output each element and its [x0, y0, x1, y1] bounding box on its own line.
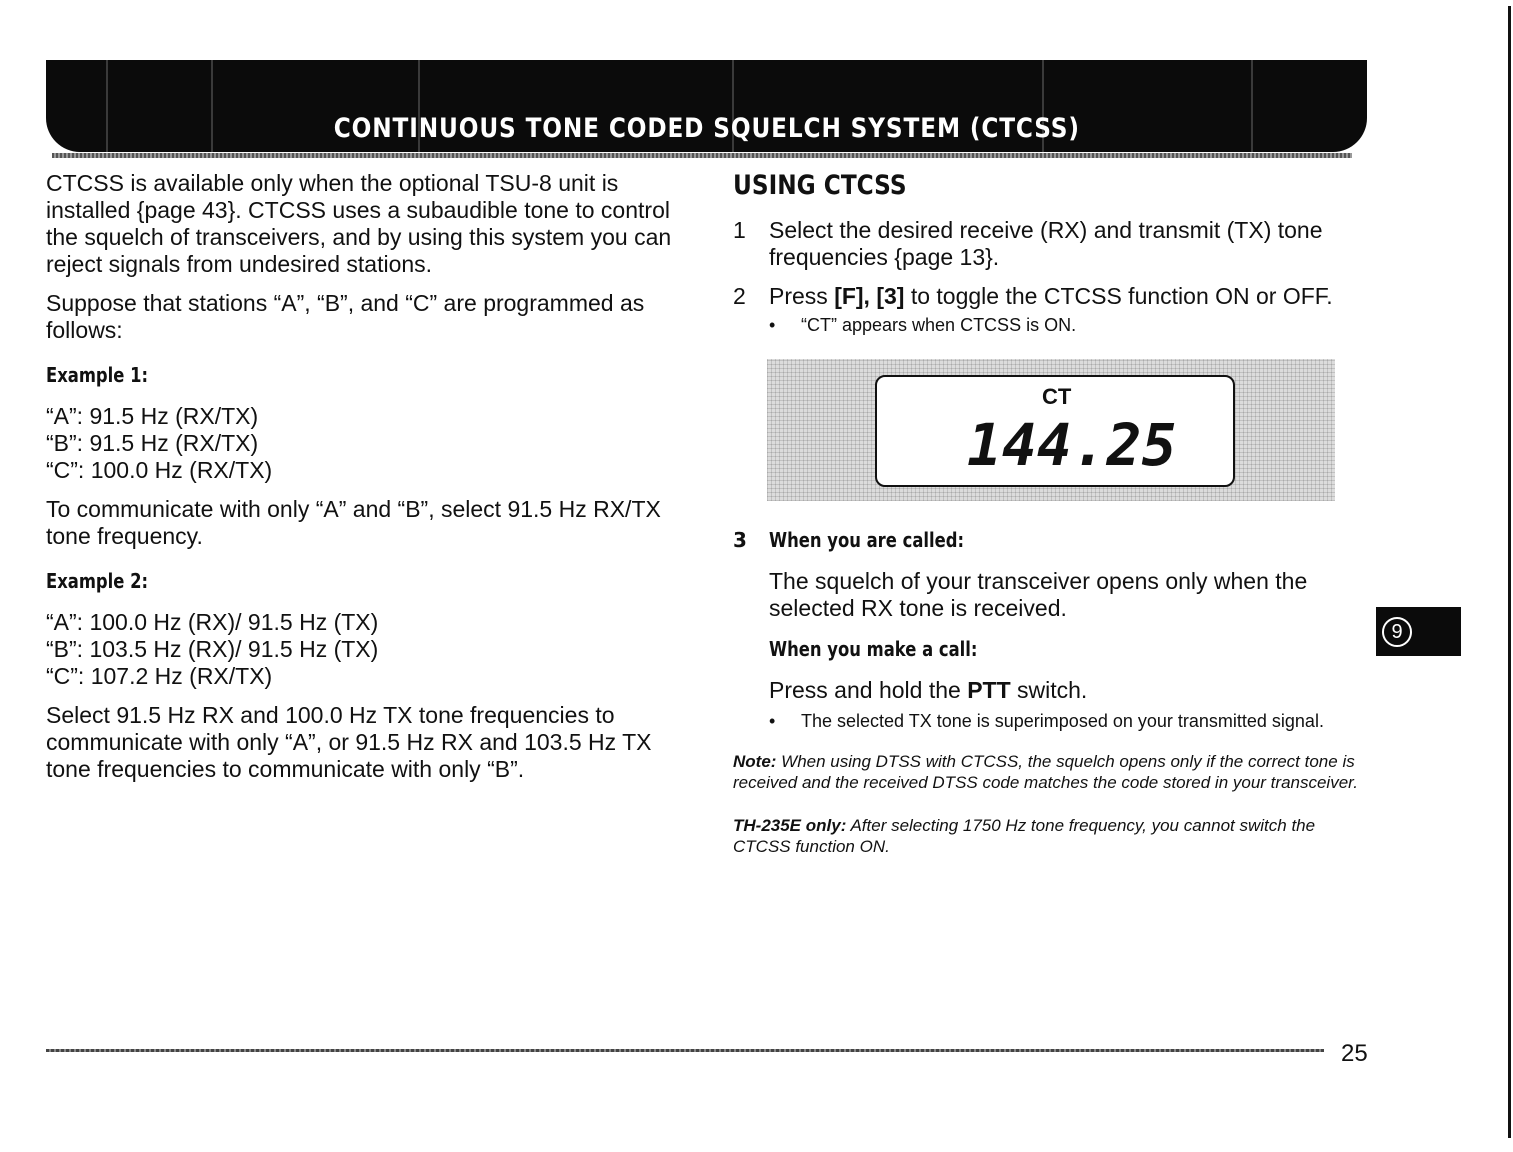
key-f-3: [F], [3]	[834, 283, 905, 309]
banner-underline	[52, 153, 1352, 158]
example2-heading: Example 2:	[46, 569, 149, 593]
note2-label: TH-235E only:	[733, 816, 847, 835]
left-column	[46, 170, 686, 795]
chapter-tab	[1376, 607, 1461, 656]
step-text: Select the desired receive (RX) and transmit (TX) tone frequencies {page 13}.	[769, 217, 1323, 270]
example1-line: “A”: 91.5 Hz (RX/TX)	[46, 403, 259, 429]
note2-text: After selecting 1750 Hz tone frequency, you cannot switch the CTCSS function ON.	[733, 816, 1316, 856]
lcd-illustration	[767, 359, 1335, 501]
page-edge-line	[1508, 6, 1511, 1138]
example2-line: “B”: 103.5 Hz (RX)/ 91.5 Hz (TX)	[46, 636, 379, 662]
bullet-text: “CT” appears when CTCSS is ON.	[801, 315, 1077, 335]
note	[733, 751, 1373, 793]
example2-line: “A”: 100.0 Hz (RX)/ 91.5 Hz (TX)	[46, 609, 379, 635]
step-number: 1	[733, 217, 746, 243]
step-number: 2	[733, 283, 746, 309]
step2-post: to toggle the CTCSS function ON or OFF.	[904, 283, 1333, 309]
lcd-digits: 144.25	[967, 411, 1177, 479]
step2-pre: Press	[769, 283, 835, 309]
bullet-icon: •	[769, 711, 776, 731]
footer-rule	[46, 1049, 1324, 1052]
example2-list	[46, 609, 686, 690]
right-column	[733, 170, 1373, 857]
lcd-screen	[875, 375, 1235, 487]
banner-divider	[211, 60, 213, 152]
ptt-key: PTT	[967, 677, 1011, 703]
bullet-text: The selected TX tone is superimposed on your transmitted signal.	[801, 711, 1324, 731]
example2-text: Select 91.5 Hz RX and 100.0 Hz TX tone frequencies to communicate with only “A”, or 91.5 Hz RX and 103.5 Hz TX tone frequencies to communicate with only “B”.	[46, 702, 652, 782]
note-text: When using DTSS with CTCSS, the squelch opens only if the correct tone is received and the received DTSS code matches the code stored in your transceiver.	[733, 752, 1358, 792]
section-title: USING CTCSS	[733, 170, 907, 201]
example2-line: “C”: 107.2 Hz (RX/TX)	[46, 663, 273, 689]
call-pre: Press and hold the	[769, 677, 968, 703]
note-model	[733, 815, 1373, 857]
step-3	[733, 527, 1373, 554]
lcd-frequency-digits	[967, 411, 1177, 479]
page-title: CONTINUOUS TONE CODED SQUELCH SYSTEM (CTCSS)	[333, 113, 1080, 144]
page-number: 25	[1341, 1040, 1368, 1067]
chapter-banner	[46, 60, 1367, 152]
bullet-icon: •	[769, 315, 776, 335]
example1-line: “B”: 91.5 Hz (RX/TX)	[46, 430, 259, 456]
banner-divider	[1251, 60, 1253, 152]
step3-heading: When you are called:	[769, 528, 965, 552]
bullet-item	[769, 314, 1373, 337]
chapter-number: 9	[1382, 617, 1412, 647]
step-1	[733, 217, 1373, 271]
banner-divider	[106, 60, 108, 152]
example1-text: To communicate with only “A” and “B”, select 91.5 Hz RX/TX tone frequency.	[46, 496, 661, 549]
suppose-paragraph: Suppose that stations “A”, “B”, and “C” are programmed as follows:	[46, 290, 645, 343]
call-text	[769, 677, 1373, 704]
step3-text: The squelch of your transceiver opens only when the selected RX tone is received.	[769, 568, 1308, 621]
call-heading: When you make a call:	[769, 637, 978, 661]
example1-line: “C”: 100.0 Hz (RX/TX)	[46, 457, 273, 483]
call-post: switch.	[1010, 677, 1088, 703]
step-number: 3	[733, 528, 747, 552]
note-label: Note:	[733, 752, 777, 771]
example1-list	[46, 403, 686, 484]
bullet-item	[769, 710, 1373, 733]
intro-paragraph: CTCSS is available only when the optional TSU-8 unit is installed {page 43}. CTCSS uses a subaudible tone to control the squelch of transceivers, and by using this system you can reject signals from undesired stations.	[46, 170, 672, 277]
example1-heading: Example 1:	[46, 363, 149, 387]
step-text	[769, 283, 1333, 310]
step-2	[733, 283, 1373, 310]
ct-indicator: CT	[1042, 384, 1072, 409]
